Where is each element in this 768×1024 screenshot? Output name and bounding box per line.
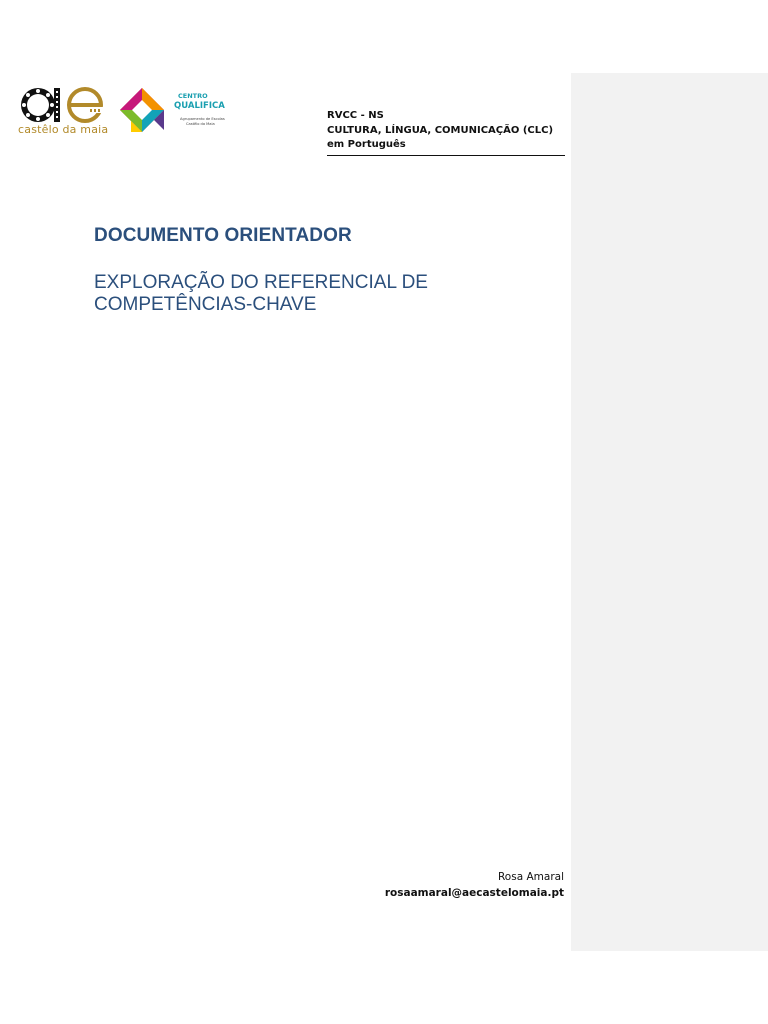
document-title: DOCUMENTO ORIENTADOR <box>94 225 352 246</box>
header-line-language: em Português <box>327 139 406 150</box>
qualifica-sub-1: Agrupamento de Escolas <box>180 117 225 121</box>
subtitle-line-1: EXPLORAÇÃO DO REFERENCIAL DE <box>94 272 428 293</box>
comment-margin-panel <box>571 73 768 951</box>
subtitle-line-2: COMPETÊNCIAS-CHAVE <box>94 294 317 315</box>
qualifica-title-1: CENTRO <box>178 92 208 100</box>
ae-logo-caption: castêlo da maia <box>18 123 109 136</box>
header-line-rvcc: RVCC - NS <box>327 110 384 121</box>
ae-logo-mark <box>18 85 110 125</box>
qualifica-sub-2: Castêlo da Maia <box>186 122 215 126</box>
ae-castelo-da-maia-logo <box>18 85 110 139</box>
qualifica-diamond-mark <box>118 86 240 136</box>
author-email: rosaamaral@aecastelomaia.pt <box>384 887 564 899</box>
author-name: Rosa Amaral <box>497 871 564 883</box>
header-line-clc: CULTURA, LÍNGUA, COMUNICAÇÃO (CLC) <box>327 124 554 136</box>
document-header-block <box>327 109 565 156</box>
centro-qualifica-logo <box>118 86 240 136</box>
qualifica-title-2: QUALIFICA <box>174 101 225 111</box>
document-subtitle <box>94 272 514 316</box>
author-block <box>385 869 564 901</box>
